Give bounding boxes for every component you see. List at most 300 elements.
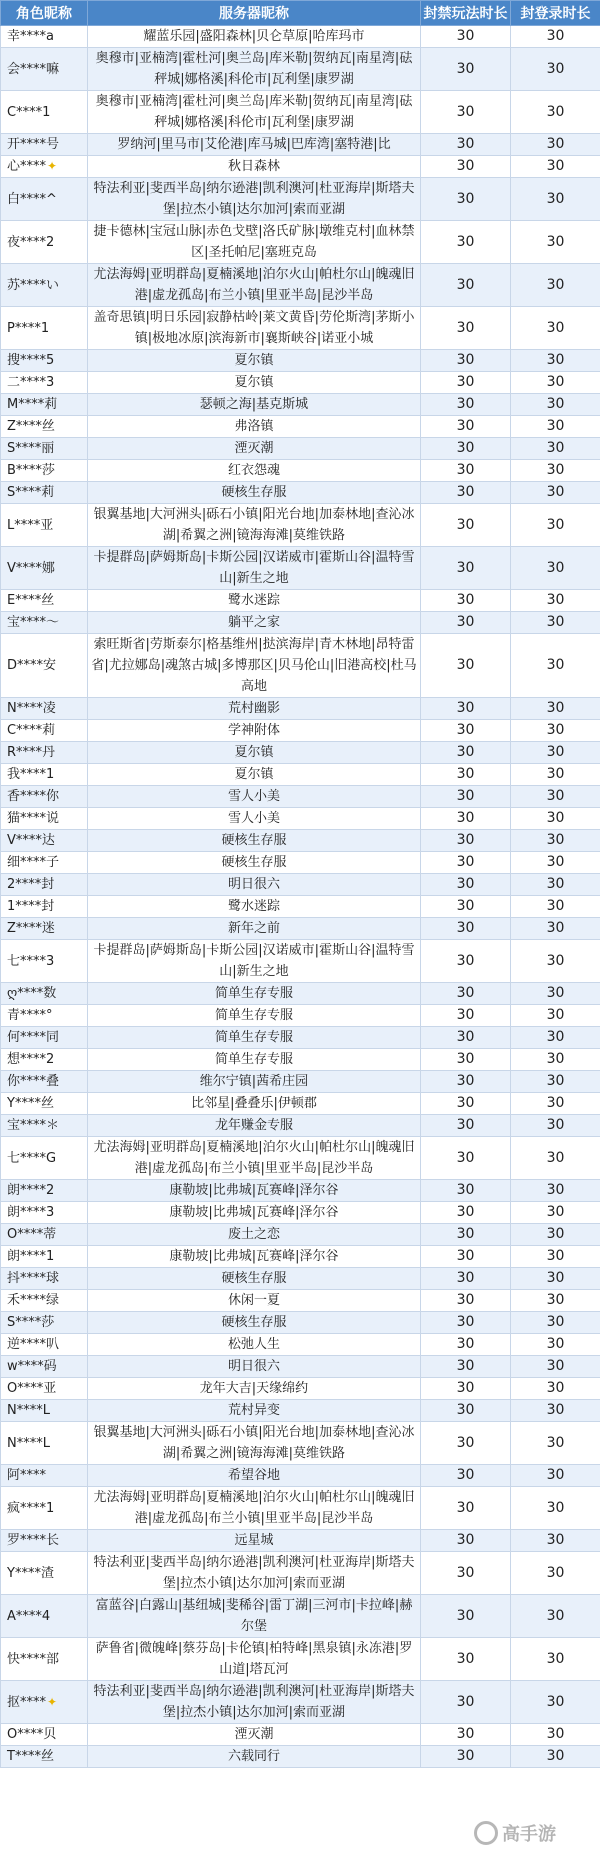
role-name-text: A****4 <box>7 1608 51 1624</box>
table-row <box>1 698 600 720</box>
role-name-text: 抖****球 <box>7 1271 60 1286</box>
col-header-login-ban: 封登录时长 <box>511 1 600 26</box>
cell-role-name <box>1 394 88 416</box>
cell-login-ban-duration: 30 <box>511 547 600 590</box>
cell-server-name: 简单生存专服 <box>88 1049 421 1071</box>
cell-login-ban-duration: 30 <box>511 1638 600 1681</box>
role-name-text: R****丹 <box>7 745 56 760</box>
role-name-text: 夜****2 <box>7 234 55 250</box>
table-row <box>1 1180 600 1202</box>
cell-login-ban-duration: 30 <box>511 830 600 852</box>
cell-role-name <box>1 852 88 874</box>
cell-server-name: 维尔宁镇|茜希庄园 <box>88 1071 421 1093</box>
role-name-text: N****L <box>7 1403 50 1418</box>
cell-ban-duration: 30 <box>421 874 511 896</box>
cell-ban-duration: 30 <box>421 1115 511 1137</box>
cell-server-name: 瑟顿之海|基克斯城 <box>88 394 421 416</box>
table-row <box>1 590 600 612</box>
cell-role-name <box>1 1290 88 1312</box>
role-name-text: 2****封 <box>7 877 55 892</box>
cell-ban-duration: 30 <box>421 156 511 178</box>
cell-server-name: 卡提群岛|萨姆斯岛|卡斯公园|汉诺威市|霍斯山谷|温特雪山|新生之地 <box>88 940 421 983</box>
cell-ban-duration: 30 <box>421 1746 511 1768</box>
cell-server-name: 萨鲁省|微魄峰|蔡芬岛|卡伦镇|柏特峰|黑泉镇|永冻港|罗山道|塔瓦河 <box>88 1638 421 1681</box>
cell-login-ban-duration: 30 <box>511 1005 600 1027</box>
cell-role-name <box>1 1049 88 1071</box>
cell-role-name <box>1 698 88 720</box>
cell-server-name: 尤法海姆|亚明群岛|夏楠溪地|泊尔火山|帕杜尔山|魄魂旧港|虚龙孤岛|布兰小镇|里亚半岛|昆沙半岛 <box>88 1137 421 1180</box>
table-row <box>1 1115 600 1137</box>
table-row <box>1 1724 600 1746</box>
cell-server-name: 特法利亚|斐西半岛|纳尔逊港|凯利澳河|杜亚海岸|斯塔夫堡|拉杰小镇|达尔加河|索而亚湖 <box>88 1681 421 1724</box>
cell-ban-duration: 30 <box>421 1378 511 1400</box>
cell-role-name <box>1 307 88 350</box>
cell-server-name: 康勒坡|比弗城|瓦赛峰|泽尔谷 <box>88 1246 421 1268</box>
table-row <box>1 1246 600 1268</box>
cell-login-ban-duration: 30 <box>511 156 600 178</box>
table-row <box>1 742 600 764</box>
watermark-logo-icon <box>474 1821 498 1845</box>
cell-ban-duration: 30 <box>421 178 511 221</box>
table-row <box>1 1005 600 1027</box>
cell-server-name: 康勒坡|比弗城|瓦赛峰|泽尔谷 <box>88 1180 421 1202</box>
cell-login-ban-duration: 30 <box>511 1530 600 1552</box>
table-row <box>1 1027 600 1049</box>
cell-server-name: 明日很六 <box>88 1356 421 1378</box>
cell-login-ban-duration: 30 <box>511 1312 600 1334</box>
table-row <box>1 1530 600 1552</box>
role-name-text: 逆****叭 <box>7 1337 60 1352</box>
cell-server-name: 松弛人生 <box>88 1334 421 1356</box>
cell-server-name: 湮灭潮 <box>88 438 421 460</box>
cell-server-name: 简单生存专服 <box>88 983 421 1005</box>
role-name-text: 抠**** <box>7 1694 47 1710</box>
table-row <box>1 1378 600 1400</box>
table-row <box>1 1334 600 1356</box>
cell-login-ban-duration: 30 <box>511 1378 600 1400</box>
role-name-text: V****娜 <box>7 560 55 576</box>
table-row <box>1 1681 600 1724</box>
cell-server-name: 远星城 <box>88 1530 421 1552</box>
cell-role-name <box>1 612 88 634</box>
cell-login-ban-duration: 30 <box>511 720 600 742</box>
cell-login-ban-duration: 30 <box>511 307 600 350</box>
cell-role-name <box>1 1180 88 1202</box>
cell-ban-duration: 30 <box>421 1137 511 1180</box>
cell-login-ban-duration: 30 <box>511 1356 600 1378</box>
cell-server-name: 荒村异变 <box>88 1400 421 1422</box>
cell-role-name <box>1 1422 88 1465</box>
cell-login-ban-duration: 30 <box>511 764 600 786</box>
role-name-text: Y****渣 <box>7 1565 54 1581</box>
table-header-row <box>1 1 600 26</box>
cell-server-name: 盖奇思镇|明日乐园|寂静枯岭|莱文黄昏|劳伦斯湾|茅斯小镇|极地冰原|滨海新市|襄斯峡谷|诺亚小城 <box>88 307 421 350</box>
cell-ban-duration: 30 <box>421 1027 511 1049</box>
table-row <box>1 634 600 698</box>
table-row <box>1 1638 600 1681</box>
cell-login-ban-duration: 30 <box>511 1595 600 1638</box>
cell-server-name: 尤法海姆|亚明群岛|夏楠溪地|泊尔火山|帕杜尔山|魄魂旧港|虚龙孤岛|布兰小镇|里亚半岛|昆沙半岛 <box>88 264 421 307</box>
cell-server-name: 弗洛镇 <box>88 416 421 438</box>
cell-ban-duration: 30 <box>421 786 511 808</box>
role-name-text: Z****迷 <box>7 921 55 936</box>
cell-login-ban-duration: 30 <box>511 1137 600 1180</box>
table-row <box>1 438 600 460</box>
cell-ban-duration: 30 <box>421 307 511 350</box>
cell-login-ban-duration: 30 <box>511 482 600 504</box>
cell-role-name <box>1 26 88 48</box>
table-row <box>1 1400 600 1422</box>
cell-role-name <box>1 1746 88 1768</box>
cell-server-name: 银翼基地|大河洲头|砾石小镇|阳光台地|加泰林地|查沁冰湖|希翼之洲|镜海海滩|莫维铁路 <box>88 504 421 547</box>
cell-login-ban-duration: 30 <box>511 1246 600 1268</box>
cell-role-name <box>1 1334 88 1356</box>
role-name-text: 开****号 <box>7 137 60 152</box>
role-name-text: 白****^ <box>7 191 57 207</box>
table-row <box>1 896 600 918</box>
role-name-text: N****凌 <box>7 701 56 716</box>
cell-server-name: 硬核生存服 <box>88 852 421 874</box>
cell-role-name <box>1 742 88 764</box>
cell-role-name <box>1 896 88 918</box>
cell-server-name: 红衣怨魂 <box>88 460 421 482</box>
cell-login-ban-duration: 30 <box>511 394 600 416</box>
cell-server-name: 鹭水迷踪 <box>88 896 421 918</box>
cell-role-name <box>1 1487 88 1530</box>
table-row <box>1 786 600 808</box>
role-name-text: Z****丝 <box>7 419 55 434</box>
cell-login-ban-duration: 30 <box>511 874 600 896</box>
cell-role-name <box>1 1246 88 1268</box>
cell-ban-duration: 30 <box>421 1681 511 1724</box>
cell-ban-duration: 30 <box>421 1638 511 1681</box>
cell-role-name <box>1 1268 88 1290</box>
role-name-text: 苏****い <box>7 277 60 293</box>
cell-server-name: 雪人小美 <box>88 786 421 808</box>
role-name-text: 疯****1 <box>7 1500 55 1516</box>
role-name-text: 会****嘛 <box>7 61 60 77</box>
role-name-text: M****莉 <box>7 397 58 412</box>
cell-login-ban-duration: 30 <box>511 1465 600 1487</box>
role-name-text: 青****° <box>7 1008 53 1023</box>
cell-login-ban-duration: 30 <box>511 1681 600 1724</box>
cell-role-name <box>1 1093 88 1115</box>
cell-server-name: 躺平之家 <box>88 612 421 634</box>
cell-ban-duration: 30 <box>421 1595 511 1638</box>
role-name-text: Y****丝 <box>7 1096 54 1111</box>
cell-server-name: 索旺斯省|劳斯泰尔|格基维州|挞滨海岸|青木林地|昂特雷省|尤拉娜岛|魂煞古城|多博那区|贝马伦山|旧港高校|杜马高地 <box>88 634 421 698</box>
cell-ban-duration: 30 <box>421 1071 511 1093</box>
cell-role-name <box>1 1552 88 1595</box>
cell-role-name <box>1 221 88 264</box>
cell-server-name: 特法利亚|斐西半岛|纳尔逊港|凯利澳河|杜亚海岸|斯塔夫堡|拉杰小镇|达尔加河|索而亚湖 <box>88 178 421 221</box>
cell-ban-duration: 30 <box>421 221 511 264</box>
table-row <box>1 808 600 830</box>
table-row <box>1 1049 600 1071</box>
table-row <box>1 1137 600 1180</box>
role-name-text: 宝****＊ <box>7 1118 60 1133</box>
cell-server-name: 银翼基地|大河洲头|砾石小镇|阳光台地|加泰林地|查沁冰湖|希翼之洲|镜海海滩|莫维铁路 <box>88 1422 421 1465</box>
col-header-ban: 封禁玩法时长 <box>421 1 511 26</box>
cell-role-name <box>1 1071 88 1093</box>
cell-ban-duration: 30 <box>421 983 511 1005</box>
cell-ban-duration: 30 <box>421 1530 511 1552</box>
cell-login-ban-duration: 30 <box>511 1027 600 1049</box>
role-name-text: 朗****3 <box>7 1205 55 1220</box>
role-name-text: 搜****5 <box>7 353 55 368</box>
cell-role-name <box>1 156 88 178</box>
cell-login-ban-duration: 30 <box>511 221 600 264</box>
cell-role-name <box>1 1356 88 1378</box>
sparkle-icon: ✦ <box>47 159 58 173</box>
table-row <box>1 1224 600 1246</box>
cell-server-name: 卡提群岛|萨姆斯岛|卡斯公园|汉诺威市|霍斯山谷|温特雪山|新生之地 <box>88 547 421 590</box>
cell-server-name: 明日很六 <box>88 874 421 896</box>
cell-role-name <box>1 482 88 504</box>
role-name-text: S****莉 <box>7 485 55 500</box>
cell-server-name: 秋日森林 <box>88 156 421 178</box>
cell-server-name: 硬核生存服 <box>88 1268 421 1290</box>
cell-login-ban-duration: 30 <box>511 1093 600 1115</box>
cell-login-ban-duration: 30 <box>511 1290 600 1312</box>
role-name-text: 心**** <box>7 159 47 174</box>
cell-login-ban-duration: 30 <box>511 91 600 134</box>
cell-login-ban-duration: 30 <box>511 416 600 438</box>
cell-role-name <box>1 1224 88 1246</box>
cell-ban-duration: 30 <box>421 940 511 983</box>
role-name-text: 朗****1 <box>7 1249 55 1264</box>
cell-server-name: 尤法海姆|亚明群岛|夏楠溪地|泊尔火山|帕杜尔山|魄魂旧港|虚龙孤岛|布兰小镇|里亚半岛|昆沙半岛 <box>88 1487 421 1530</box>
cell-server-name: 夏尔镇 <box>88 764 421 786</box>
cell-login-ban-duration: 30 <box>511 1268 600 1290</box>
cell-server-name: 简单生存专服 <box>88 1027 421 1049</box>
cell-login-ban-duration: 30 <box>511 896 600 918</box>
role-name-text: D****安 <box>7 658 57 673</box>
role-name-text: 细****子 <box>7 855 60 870</box>
cell-login-ban-duration: 30 <box>511 786 600 808</box>
table-row <box>1 1093 600 1115</box>
cell-login-ban-duration: 30 <box>511 1422 600 1465</box>
cell-ban-duration: 30 <box>421 460 511 482</box>
cell-ban-duration: 30 <box>421 1552 511 1595</box>
table-row <box>1 940 600 983</box>
role-name-text: 幸****a <box>7 29 54 44</box>
cell-ban-duration: 30 <box>421 547 511 590</box>
cell-ban-duration: 30 <box>421 91 511 134</box>
cell-role-name <box>1 1400 88 1422</box>
role-name-text: S****莎 <box>7 1315 55 1330</box>
cell-ban-duration: 30 <box>421 852 511 874</box>
table-row <box>1 1202 600 1224</box>
cell-role-name <box>1 1202 88 1224</box>
cell-login-ban-duration: 30 <box>511 1552 600 1595</box>
watermark-text: 高手游 <box>502 1824 556 1845</box>
table-row <box>1 460 600 482</box>
role-name-text: L****亚 <box>7 517 54 533</box>
cell-role-name <box>1 178 88 221</box>
cell-login-ban-duration: 30 <box>511 634 600 698</box>
role-name-text: C****1 <box>7 104 51 120</box>
cell-role-name <box>1 416 88 438</box>
sparkle-icon: ✦ <box>47 1694 58 1709</box>
cell-ban-duration: 30 <box>421 612 511 634</box>
role-name-text: 七****G <box>7 1150 57 1166</box>
role-name-text: 想****2 <box>7 1052 55 1067</box>
cell-ban-duration: 30 <box>421 918 511 940</box>
cell-role-name <box>1 830 88 852</box>
table-row <box>1 221 600 264</box>
cell-ban-duration: 30 <box>421 264 511 307</box>
table-row <box>1 307 600 350</box>
table-row <box>1 612 600 634</box>
cell-role-name <box>1 1681 88 1724</box>
cell-role-name <box>1 720 88 742</box>
cell-server-name: 捷卡德林|宝冠山脉|赤色戈壁|洛氏矿脉|墩维克村|血林禁区|圣托帕尼|塞班克岛 <box>88 221 421 264</box>
cell-ban-duration: 30 <box>421 394 511 416</box>
cell-ban-duration: 30 <box>421 350 511 372</box>
cell-login-ban-duration: 30 <box>511 48 600 91</box>
cell-server-name: 湮灭潮 <box>88 1724 421 1746</box>
cell-ban-duration: 30 <box>421 590 511 612</box>
cell-role-name <box>1 1595 88 1638</box>
table-row <box>1 134 600 156</box>
table-row <box>1 1422 600 1465</box>
cell-role-name <box>1 786 88 808</box>
role-name-text: N****L <box>7 1435 50 1451</box>
cell-server-name: 学神附体 <box>88 720 421 742</box>
cell-ban-duration: 30 <box>421 416 511 438</box>
table-row <box>1 852 600 874</box>
cell-ban-duration: 30 <box>421 1334 511 1356</box>
cell-login-ban-duration: 30 <box>511 808 600 830</box>
cell-server-name: 荒村幽影 <box>88 698 421 720</box>
cell-role-name <box>1 1724 88 1746</box>
role-name-text: 二****3 <box>7 375 55 390</box>
cell-role-name <box>1 1115 88 1137</box>
cell-login-ban-duration: 30 <box>511 26 600 48</box>
cell-server-name: 奥穆市|亚楠湾|霍杜河|奥兰岛|库米勒|贺纳瓦|南星湾|砝秤城|娜格溪|科伦市|瓦利堡|康罗湖 <box>88 48 421 91</box>
cell-server-name: 罗纳河|里马市|艾伦港|库马城|巴库湾|塞特港|比 <box>88 134 421 156</box>
cell-role-name <box>1 1312 88 1334</box>
role-name-text: ღ****数 <box>7 986 57 1001</box>
table-row <box>1 178 600 221</box>
cell-ban-duration: 30 <box>421 742 511 764</box>
cell-role-name <box>1 918 88 940</box>
cell-ban-duration: 30 <box>421 830 511 852</box>
cell-login-ban-duration: 30 <box>511 1071 600 1093</box>
cell-ban-duration: 30 <box>421 634 511 698</box>
cell-role-name <box>1 590 88 612</box>
table-row <box>1 1487 600 1530</box>
cell-login-ban-duration: 30 <box>511 1049 600 1071</box>
table-row <box>1 1268 600 1290</box>
cell-server-name: 龙年赚金专服 <box>88 1115 421 1137</box>
cell-ban-duration: 30 <box>421 1290 511 1312</box>
cell-role-name <box>1 764 88 786</box>
table-row <box>1 1312 600 1334</box>
cell-ban-duration: 30 <box>421 1724 511 1746</box>
table-row <box>1 1746 600 1768</box>
table-row <box>1 1552 600 1595</box>
role-name-text: 宝****～ <box>7 615 60 630</box>
cell-ban-duration: 30 <box>421 1246 511 1268</box>
cell-ban-duration: 30 <box>421 808 511 830</box>
role-name-text: O****蒂 <box>7 1227 57 1242</box>
table-row <box>1 1465 600 1487</box>
cell-server-name: 富蓝谷|白露山|基纽城|斐稀谷|雷丁湖|三河市|卡拉峰|赫尔堡 <box>88 1595 421 1638</box>
table-row <box>1 830 600 852</box>
role-name-text: B****莎 <box>7 463 55 478</box>
cell-ban-duration: 30 <box>421 26 511 48</box>
cell-server-name: 硬核生存服 <box>88 830 421 852</box>
cell-role-name <box>1 808 88 830</box>
cell-ban-duration: 30 <box>421 1180 511 1202</box>
cell-role-name <box>1 372 88 394</box>
cell-login-ban-duration: 30 <box>511 612 600 634</box>
cell-server-name: 夏尔镇 <box>88 372 421 394</box>
cell-ban-duration: 30 <box>421 1005 511 1027</box>
cell-login-ban-duration: 30 <box>511 1180 600 1202</box>
role-name-text: E****丝 <box>7 593 55 608</box>
cell-role-name <box>1 460 88 482</box>
cell-role-name <box>1 1137 88 1180</box>
table-row <box>1 1290 600 1312</box>
table-row <box>1 983 600 1005</box>
role-name-text: 罗****长 <box>7 1533 60 1548</box>
table-row <box>1 372 600 394</box>
role-name-text: P****1 <box>7 320 50 336</box>
cell-role-name <box>1 91 88 134</box>
cell-role-name <box>1 1027 88 1049</box>
cell-login-ban-duration: 30 <box>511 742 600 764</box>
role-name-text: 七****3 <box>7 953 55 969</box>
cell-login-ban-duration: 30 <box>511 504 600 547</box>
cell-role-name <box>1 1378 88 1400</box>
table-row <box>1 416 600 438</box>
cell-server-name: 硬核生存服 <box>88 482 421 504</box>
cell-login-ban-duration: 30 <box>511 918 600 940</box>
cell-ban-duration: 30 <box>421 1202 511 1224</box>
table-row <box>1 918 600 940</box>
cell-ban-duration: 30 <box>421 1049 511 1071</box>
cell-server-name: 鹭水迷踪 <box>88 590 421 612</box>
cell-ban-duration: 30 <box>421 1465 511 1487</box>
cell-ban-duration: 30 <box>421 1093 511 1115</box>
role-name-text: 朗****2 <box>7 1183 55 1198</box>
cell-login-ban-duration: 30 <box>511 264 600 307</box>
cell-server-name: 奥穆市|亚楠湾|霍杜河|奥兰岛|库米勒|贺纳瓦|南星湾|砝秤城|娜格溪|科伦市|瓦利堡|康罗湖 <box>88 91 421 134</box>
cell-login-ban-duration: 30 <box>511 460 600 482</box>
cell-server-name: 耀蓝乐园|盛阳森林|贝仑草原|哈库玛市 <box>88 26 421 48</box>
cell-server-name: 雪人小美 <box>88 808 421 830</box>
role-name-text: 快****部 <box>7 1651 60 1667</box>
cell-role-name <box>1 1638 88 1681</box>
table-row <box>1 156 600 178</box>
cell-server-name: 希望谷地 <box>88 1465 421 1487</box>
cell-ban-duration: 30 <box>421 698 511 720</box>
cell-server-name: 六载同行 <box>88 1746 421 1768</box>
cell-server-name: 夏尔镇 <box>88 742 421 764</box>
cell-ban-duration: 30 <box>421 438 511 460</box>
cell-server-name: 简单生存专服 <box>88 1005 421 1027</box>
cell-server-name: 比邻星|叠叠乐|伊顿郡 <box>88 1093 421 1115</box>
cell-ban-duration: 30 <box>421 1312 511 1334</box>
table-row <box>1 91 600 134</box>
cell-role-name <box>1 1530 88 1552</box>
role-name-text: 我****1 <box>7 767 55 782</box>
cell-ban-duration: 30 <box>421 896 511 918</box>
cell-login-ban-duration: 30 <box>511 852 600 874</box>
